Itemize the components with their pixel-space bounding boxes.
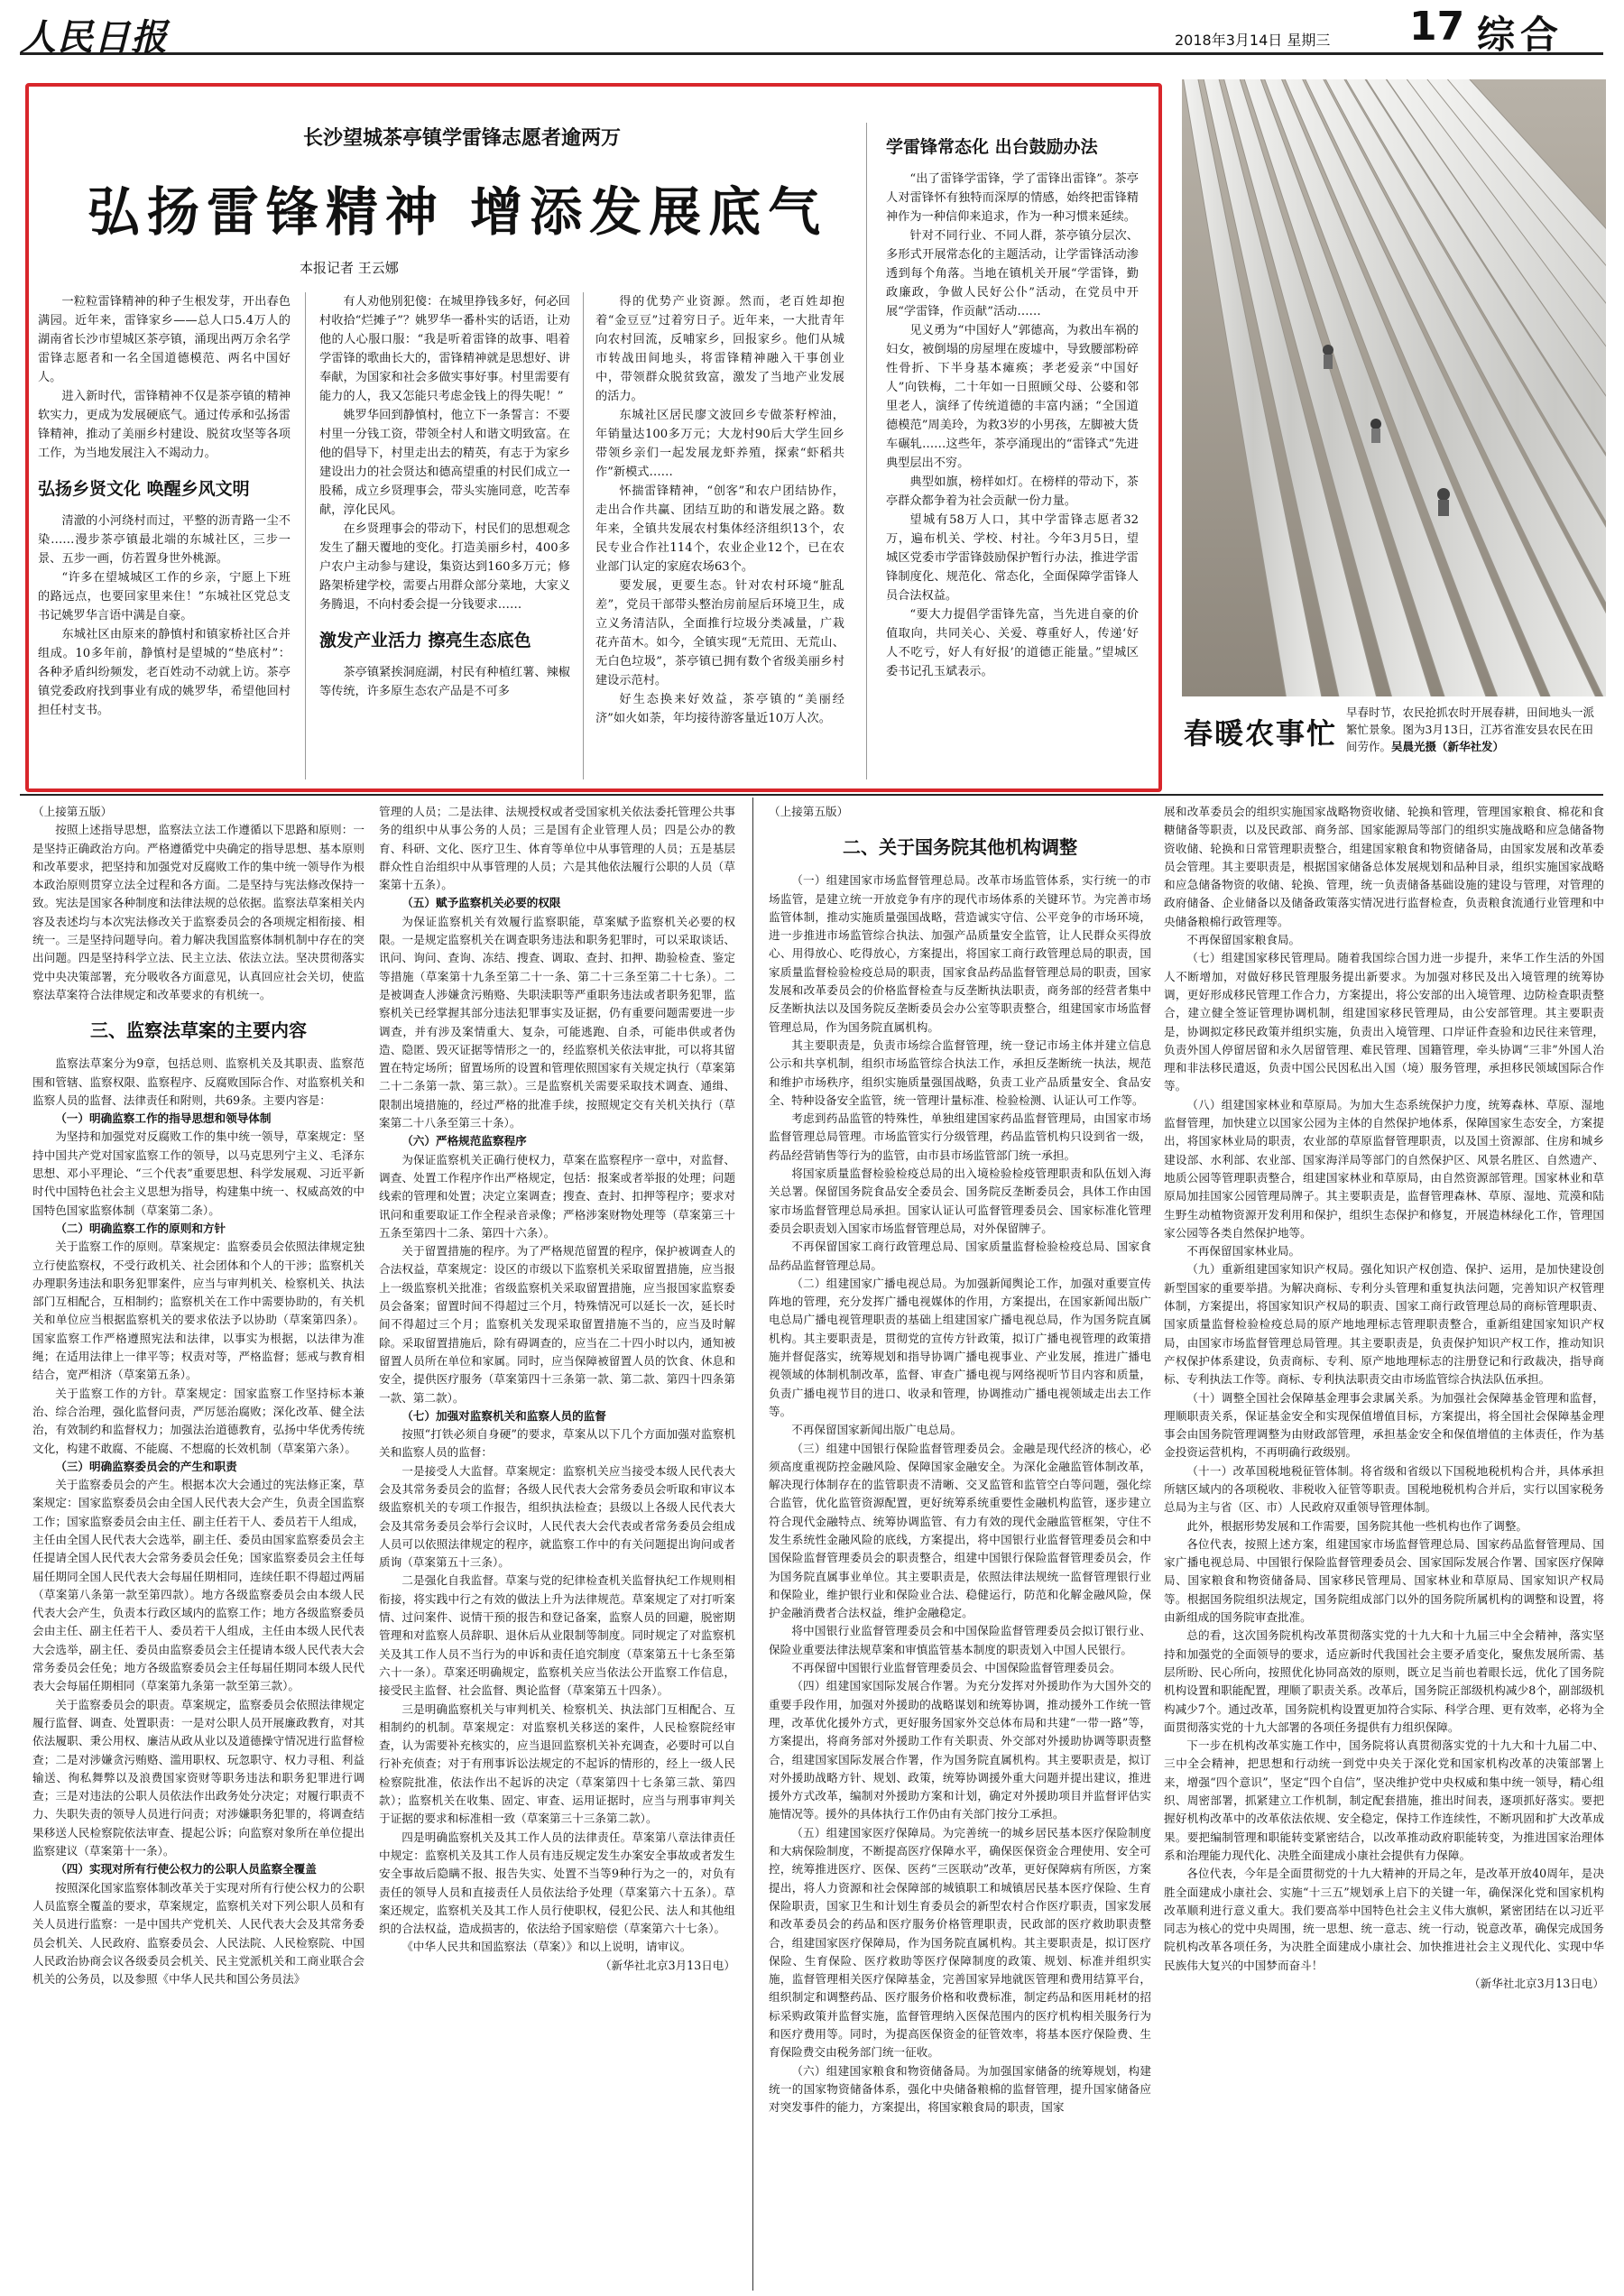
report-column-4 (1164, 803, 1604, 2287)
dateline-credit: （新华社北京3月13日电） (1469, 1977, 1604, 1990)
dateline: 2018年3月14日 星期三 (1175, 32, 1331, 49)
report-paragraph: （三）组建中国银行保险监督管理委员会。金融是现代经济的核心，必须高度重视防控金融风险、保障国家金融安全。为深化金融监管体制改革，解决现行体制存在的监管职责不清晰、交叉监管和监管空白等问题，强化综合监管，优化监管资源配置，更好统筹系统重要性金融机构监管，逐步建立符合现代金融特点、统筹协调监管、有力有效的现代金融监管框架，守住不发生系统性金融风险的底线，方案提出，将中国银行业监督管理委员会和中国保险监督管理委员会的职责整合，组建中国银行保险监督管理委员会，作为国务院直属事业单位。其主要职责是，依照法律法规统一监督管理银行业和保险业，维护银行业和保险业合法、稳健运行，防范和化解金融风险，保护金融消费者合法权益，维护金融稳定。 (769, 1441, 1151, 1620)
report-paragraph: 为保证监察机关有效履行监察职能，草案赋予监察机关必要的权限。一是规定监察机关在调查职务违法和职务犯罪时，可以采取谈话、讯问、询问、查询、冻结、搜查、调取、查封、扣押、勘验检查、鉴定等措施（草案第十九条至第二十一条、第二十三条至第二十七条）。二是被调查人涉嫌贪污贿赂、失职渎职等严重职务违法或者职务犯罪，监察机关已经掌握其部分违法犯罪事实及证据，仍有重要问题需要进一步调查，并有涉及案情重大、复杂，可能逃跑、自杀，可能串供或者伪造、隐匿、毁灭证据等情形之一的，经监察机关依法审批，可以将其留置在特定场所；留置场所的设置和管理依照国家有关规定执行（草案第二十二条第一款、第三款）。三是监察机关需要采取技术调查、通缉、限制出境措施的，经过严格的批准手续，按照规定交有关机关执行（草案第二十八条至第三十条）。 (379, 914, 735, 1130)
report-paragraph: 关于监察工作的方针。草案规定：国家监察工作坚持标本兼治、综合治理，强化监督问责，严厉惩治腐败；深化改革、健全法治，有效制约和监督权力；加强法治道德教育，弘扬中华优秀传统文化，构建不敢腐、不能腐、不想腐的长效机制（草案第六条）。 (32, 1386, 364, 1455)
report-paragraph: 三是明确监察机关与审判机关、检察机关、执法部门互相配合、互相制约的机制。草案规定：对监察机关移送的案件，人民检察院经审查，认为需要补充核实的，应当退回监察机关补充调查，必要时可以自行补充侦查；对于有刑事诉讼法规定的不起诉的情形的，经上一级人民检察院批准，依法作出不起诉的决定（草案第四十七条第三款、第四款）；监察机关在收集、固定、审查、运用证据时，应当与刑事审判关于证据的要求和标准相一致（草案第三十三条第二款）。 (379, 1701, 735, 1826)
report-paragraph: （十一）改革国税地税征管体制。将省级和省级以下国税地税机构合并，具体承担所辖区域内的各项税收、非税收入征管等职责。国税地税机构合并后，实行以国家税务总局为主与省（区、市）人民政府双重领导管理体制。 (1164, 1463, 1604, 1515)
report-paragraph: 不再保留中国银行业监督管理委员会、中国保险监督管理委员会。 (791, 1661, 1121, 1675)
report-paragraph: 不再保留国家林业局。 (1186, 1244, 1301, 1259)
article-subhead: 激发产业活力 擦亮生态底色 (319, 631, 531, 650)
report-paragraph: （七）组建国家移民管理局。随着我国综合国力进一步提升，来华工作生活的外国人不断增加，对做好移民管理服务提出新要求。为加强对移民及出入境管理的统筹协调，更好形成移民管理工作合力，方案提出，将公安部的出入境管理、边防检查职责整合，建立健全签证管理协调机制，组建国家移民管理局，由公安部管理。其主要职责是，协调拟定移民政策并组织实施，负责出入境管理、口岸证件查验和边民往来管理，负责外国人停留居留和永久居留管理、难民管理、国籍管理，牵头协调“三非”外国人治理和非法移民遣返，负责中国公民因私出入国（境）服务管理，承担移民领域国际合作等。 (1164, 951, 1604, 1093)
section-heading: 二、关于国务院其他机构调整 (843, 836, 1077, 859)
article-paragraph: 一粒粒雷锋精神的种子生根发芽，开出春色满园。近年来，雷锋家乡——总人口5.4万人的湖南省长沙市望城区茶亭镇，涌现出两万余名学雷锋志愿者和一名全国道德模范、两名中国好人。 (38, 295, 291, 384)
report-paragraph: 四是明确监察机关及其工作人员的法律责任。草案第八章法律责任中规定：监察机关及其工作人员有违反规定发生办案安全事故或者发生安全事故后隐瞒不报、报告失实、处置不当等9种行为之一的，对负有责任的领导人员和直接责任人员依法给予处理（草案第六十五条）。草案还规定，监察机关及其工作人员行使职权，侵犯公民、法人和其他组织的合法权益，造成损害的，依法给予国家赔偿（草案第六十七条）。 (379, 1830, 735, 1936)
article-headline: 弘扬雷锋精神 增添发展底气 (87, 181, 828, 243)
dateline-credit: （新华社北京3月13日电） (600, 1958, 735, 1972)
article-subhead: 学雷锋常态化 出台鼓励办法 (886, 137, 1098, 157)
report-paragraph: （六）组建国家粮食和物资储备局。为加强国家储备的统筹规划，构建统一的国家物资储备体系，强化中央储备粮棉的监督管理，提升国家储备应对突发事件的能力，方案提出，将国家粮食局的职责，国家 (769, 2063, 1151, 2115)
report-paragraph: （八）组建国家林业和草原局。为加大生态系统保护力度，统筹森林、草原、湿地监督管理，加快建立以国家公园为主体的自然保护地体系，保障国家生态安全，方案提出，将国家林业局的职责，农业部的草原监督管理职责，以及国土资源部、住房和城乡建设部、水利部、农业部、国家海洋局等部门的自然保护区、风景名胜区、自然遗产、地质公园等管理职责整合，组建国家林业和草原局，由自然资源部管理。国家林业和草原局加挂国家公园管理局牌子。其主要职责是，监督管理森林、草原、湿地、荒漠和陆生野生动植物资源开发利用和保护，组织生态保护和修复，开展造林绿化工作，管理国家公园等各类自然保护地等。 (1164, 1097, 1604, 1240)
article-paragraph: 好生态换来好效益，茶亭镇的“美丽经济”如火如荼，年均接待游客量近10万人次。 (595, 693, 844, 725)
article-paragraph: 针对不同行业、不同人群，茶亭镇分层次、多形式开展常态化的主题活动，让学雷锋活动渗透到每个角落。当地在镇机关开展“学雷锋，勤政廉政，争做人民好公仆”活动，在党员中开展“学雷锋，作贡献”活动…… (886, 229, 1139, 318)
subsection-heading: （七）加强对监察机关和监察人员的监督 (401, 1408, 606, 1423)
article-paragraph: 茶亭镇紧挨洞庭湖，村民有种植红薯、辣椒等传统，许多原生态农产品是不可多 (319, 666, 570, 698)
report-column-3 (769, 803, 1151, 2287)
report-paragraph: 下一步在机构改革实施工作中，国务院将认真贯彻落实党的十九大和十九届二中、三中全会精神，把思想和行动统一到党中央关于深化党和国家机构改革的决策部署上来，增强“四个意识”，坚定“四个自信”，坚决维护党中央权威和集中统一领导，精心组织、周密部署，抓紧建立工作机制，制定配套措施，推出时间表，逐项抓好落实。要把握好机构改革中的改革依法依规、安全稳定，保持工作连续性，不断巩固和扩大改革成果。要把编制管理和职能转变紧密结合，以改革推动政府职能转变，为推进国家治理体系和治理能力现代化、决胜全面建成小康社会提供有力保障。 (1164, 1738, 1604, 1862)
section-divider (20, 794, 1603, 796)
report-paragraph: 为坚持和加强党对反腐败工作的集中统一领导，草案规定：坚持中国共产党对国家监察工作的领导，以马克思列宁主义、毛泽东思想、邓小平理论、“三个代表”重要思想、科学发展观、习近平新时代中国特色社会主义思想为指导，构建集中统一、权威高效的中国特色国家监察体制（草案第二条）。 (32, 1130, 364, 1217)
photo-caption-text: 早春时节，农民抢抓农时开展春耕，田间地头一派繁忙景象。图为3月13日，江苏省淮安县农民在田间劳作。 (1346, 705, 1595, 753)
report-paragraph: （四）组建国家国际发展合作署。为充分发挥对外援助作为大国外交的重要手段作用，加强对外援助的战略谋划和统筹协调，推动援外工作统一管理，改革优化援外方式，更好服务国家外交总体布局和共建“一带一路”等，方案提出，将商务部对外援助工作有关职责、外交部对外援助协调等职责整合，组建国家国际发展合作署，作为国务院直属机构。其主要职责是，拟订对外援助战略方针、规划、政策，统筹协调援外重大问题并提出建议，推进援外方式改革，编制对外援助方案和计划，确定对外援助项目并监督评估实施情况等。援外的具体执行工作仍由有关部门按分工承担。 (769, 1679, 1151, 1821)
section-heading: 三、监察法草案的主要内容 (90, 1019, 307, 1042)
article-column-4 (886, 134, 1139, 779)
report-paragraph: 各位代表，按照上述方案，组建国家市场监督管理总局、国家药品监督管理局、国家广播电视总局、中国银行保险监督管理委员会、国家国际发展合作署、国家医疗保障局、国家粮食和物资储备局、国家移民管理局、国家林业和草原局、国家知识产权局等。根据国务院组织法规定，国务院组成部门以外的国务院所属机构的调整和设置，将由新组成的国务院审查批准。 (1164, 1536, 1604, 1625)
report-paragraph: 按照上述指导思想，监察法立法工作遵循以下思路和原则：一是坚持正确政治方向。严格遵循党中央确定的指导思想、基本原则和改革要求，把坚持和加强党对反腐败工作的集中统一领导作为根本政治原则贯穿立法全过程和各方面。二是坚持与宪法修改保持一致。宪法是国家各种制度和法律法规的总依据。监察法草案相关内容及表述均与本次宪法修改关于监察委员会的各项规定相衔接、相统一。三是坚持问题导向。着力解决我国监察体制机制中存在的突出问题。四是坚持科学立法、民主立法、依法立法。坚决贯彻落实党中央决策部署，充分吸收各方面意见，认真回应社会关切，使监察法草案符合法律规定和改革要求的有机统一。 (32, 823, 364, 1001)
report-paragraph: 关于留置措施的程序。为了严格规范留置的程序，保护被调查人的合法权益，草案规定：设区的市级以下监察机关采取留置措施，应当报上一级监察机关批准；省级监察机关采取留置措施，应当报国家监察委员会备案；留置时间不得超过三个月，特殊情况可以延长一次，延长时间不得超过三个月；监察机关发现采取留置措施不当的，应当及时解除。采取留置措施后，除有碍调查的，应当在二十四小时以内，通知被留置人员所在单位和家属。同时，应当保障被留置人员的饮食、休息和安全，提供医疗服务（草案第四十三条第一款、第二款、第四十四条第一款、第二款）。 (379, 1244, 735, 1405)
report-paragraph: 考虑到药品监管的特殊性，单独组建国家药品监督管理局，由国家市场监督管理总局管理。市场监管实行分级管理，药品监管机构只设到省一级，药品经营销售等行为的监管，由市县市场监管部门统一承担。 (769, 1111, 1151, 1162)
subsection-heading: （二）明确监察工作的原则和方针 (55, 1221, 226, 1235)
report-paragraph: 其主要职责是，负责市场综合监督管理，统一登记市场主体并建立信息公示和共享机制，组织市场监管综合执法工作，承担反垄断统一执法，规范和维护市场秩序，组织实施质量强国战略，负责工业产品质量安全、食品安全、特种设备安全监管，统一管理计量标准、检验检测、认证认可工作等。 (769, 1037, 1151, 1107)
report-paragraph: 关于监察委员会的职责。草案规定，监察委员会依照法律规定履行监督、调查、处置职责：一是对公职人员开展廉政教育，对其依法履职、秉公用权、廉洁从政从业以及道德操守情况进行监督检查；二是对涉嫌贪污贿赂、滥用职权、玩忽职守、权力寻租、利益输送、徇私舞弊以及浪费国家资财等职务违法和职务犯罪进行调查；三是对违法的公职人员依法作出政务处分决定；对履行职责不力、失职失责的领导人员进行问责；对涉嫌职务犯罪的，将调查结果移送人民检察院依法审查、提起公诉；向监察对象所在单位提出监察建议（草案第十一条）。 (32, 1697, 364, 1858)
article-column-1 (38, 292, 291, 779)
article-paragraph: 典型如旗，榜样如灯。在榜样的带动下，茶亭群众都争着为社会贡献一份力量。 (886, 475, 1139, 508)
continuation-note: （上接第五版） (32, 805, 113, 818)
continuation-note: （上接第五版） (769, 805, 849, 818)
subsection-heading: （六）严格规范监察程序 (401, 1134, 527, 1148)
report-paragraph: 总的看，这次国务院机构改革贯彻落实党的十九大和十九届三中全会精神，落实坚持和加强党的全面领导的要求，适应新时代我国社会主要矛盾变化，聚焦发展所需、基层所盼、民心所向，按照优化协同高效的原则，既立足当前也着眼长远，优化了国务院机构设置和职能配置，理顺了职责关系。改革后，国务院正部级机构减少8个，副部级机构减少7个。通过改革，国务院机构设置更加符合实际、科学合理、更有效率，必将为全面贯彻落实党的十九大部署的各项任务提供有力组织保障。 (1164, 1628, 1604, 1734)
article-paragraph: 怀揣雷锋精神，“创客”和农户团结协作，走出合作共赢、团结互助的和谐发展之路。数年来，全镇共发展农村集体经济组织13个，农民专业合作社114个，农业企业12个，已在农业部门认定的家庭农场63个。 (595, 484, 844, 574)
report-paragraph: 各位代表，今年是全面贯彻党的十九大精神的开局之年，是改革开放40周年，是决胜全面建成小康社会、实施“十三五”规划承上启下的关键一年，确保深化党和国家机构改革顺利进行意义重大。我们要高举中国特色社会主义伟大旗帜，紧密团结在以习近平同志为核心的党中央周围，统一思想、统一意志、统一行动，锐意改革，确保完成国务院机构改革各项任务，为决胜全面建成小康社会、加快推进社会主义现代化、实现中华民族伟大复兴的中国梦而奋斗！ (1164, 1867, 1604, 1972)
report-column-2 (379, 803, 735, 2287)
article-paragraph: 在乡贤理事会的带动下，村民们的思想观念发生了翻天覆地的变化。打造美丽乡村，400多户农户主动参与建设，集资达到160多万元；修路架桥建学校，需要占用群众部分菜地，大家义务腾退，不向村委会提一分钱要求…… (319, 522, 570, 612)
article-column-3 (595, 292, 844, 779)
report-paragraph: 此外，根据形势发展和工作需要，国务院其他一些机构也作了调整。 (1186, 1518, 1527, 1533)
column-divider (866, 123, 867, 779)
newspaper-logo: 人民日报 (20, 16, 168, 59)
report-paragraph: 关于监察工作的原则。草案规定：监察委员会依照法律规定独立行使监察权，不受行政机关、社会团体和个人的干涉；监察机关办理职务违法和职务犯罪案件，应当与审判机关、检察机关、执法部门互相配合，互相制约；监察机关在工作中需要协助的，有关机关和单位应当根据监察机关的要求依法予以协助（草案第四条）。国家监察工作严格遵照宪法和法律，以事实为根据，以法律为准绳；在适用法律上一律平等；权责对等，严格监督；惩戒与教育相结合，宽严相济（草案第五条）。 (32, 1240, 364, 1382)
report-paragraph: 关于监察委员会的产生。根据本次大会通过的宪法修正案，草案规定：国家监察委员会由全国人民代表大会产生，负责全国监察工作；国家监察委员会由主任、副主任若干人、委员若干人组成，主任由全国人民代表大会选举，副主任、委员由国家监察委员会主任提请全国人民代表大会常务委员会任免；国家监察委员会主任每届任期同全国人民代表大会每届任期相同，连续任职不得超过两届（草案第八条第一款至第四款）。地方各级监察委员会由本级人民代表大会产生，负责本行政区域内的监察工作；地方各级监察委员会由主任、副主任若干人、委员若干人组成，主任由本级人民代表大会选举，副主任、委员由监察委员会主任提请本级人民代表大会常务委员会任免；地方各级监察委员会主任每届任期同本级人民代表大会每届任期相同（草案第九条第一款至第三款）。 (32, 1478, 364, 1693)
report-paragraph: 二是强化自我监督。草案与党的纪律检查机关监督执纪工作规则相衔接，将实践中行之有效的做法上升为法律规范。草案规定了对打听案情、过问案件、说情干预的报告和登记备案，监察人员的回避，脱密期管理和对监察人员辞职、退休后从业限制等制度。同时规定了对监察机关及其工作人员不当行为的申诉和责任追究制度（草案第五十七条至第六十一条）。草案还明确规定，监察机关应当依法公开监察工作信息，接受民主监督、社会监督、舆论监督（草案第五十四条）。 (379, 1573, 735, 1698)
report-paragraph: 为保证监察机关正确行使权力，草案在监察程序一章中，对监督、调查、处置工作程序作出严格规定，包括：报案或者举报的处理；问题线索的管理和处置；决定立案调查；搜查、查封、扣押等程序；要求对讯问和重要取证工作全程录音录像；严格涉案财物处理等（草案第三十五条至第四十二条、第四十六条）。 (379, 1152, 735, 1240)
article-paragraph: “要大力提倡学雷锋先富，当先进自豪的价值取向，共同关心、关爱、尊重好人，传递‘好人不吃亏，好人有好报’的道德正能量。”望城区委书记孔玉斌表示。 (886, 608, 1139, 678)
report-paragraph: 将国家质量监督检验检疫总局的出入境检验检疫管理职责和队伍划入海关总署。保留国务院食品安全委员会、国务院反垄断委员会，具体工作由国家市场监督管理总局承担。国家认证认可监督管理委员会、国家标准化管理委员会职责划入国家市场监督管理总局，对外保留牌子。 (769, 1166, 1151, 1235)
article-kicker: 长沙望城茶亭镇学雷锋志愿者逾两万 (302, 127, 621, 150)
subsection-heading: （三）明确监察委员会的产生和职责 (55, 1459, 237, 1473)
report-paragraph: 按照深化国家监察体制改革关于实现对所有行使公权力的公职人员监察全覆盖的要求，草案规定，监察机关对下列公职人员和有关人员进行监察：一是中国共产党机关、人民代表大会及其常务委员会机关、人民政府、监察委员会、人民法院、人民检察院、中国人民政治协商会议各级委员会机关、民主党派机关和工商业联合会机关的公务员，以及参照《中华人民共和国公务员法》 (32, 1880, 364, 1987)
article-paragraph: 姚罗华回到静慎村，他立下一条誓言：不要村里一分钱工资，带领全村人和谐文明致富。在他的倡导下，村里走出去的精英，有志于为家乡建设出力的社会贤达和德高望重的村民们成立一股稀，成立乡贤理事会，带头实施同意，吃苦奉献，淳化民风。 (319, 409, 570, 517)
report-paragraph: 《中华人民共和国监察法（草案）》和以上说明，请审议。 (401, 1940, 692, 1954)
article-paragraph: 有人劝他别犯傻：在城里挣钱多好，何必回村收拾“烂摊子”？姚罗华一番朴实的话语，让劝他的人心服口服：“我是听着雷锋的故事、唱着学雷锋的歌曲长大的，雷锋精神就是思想好、讲奉献，为国家和社会多做实事好事。村里需要有能力的人，我又怎能只考虑金钱上的得失呢！” (319, 295, 570, 403)
photo-caption-title: 春暖农事忙 (1184, 716, 1338, 751)
photo-graphic (1182, 79, 1606, 696)
article-paragraph: 进入新时代，雷锋精神不仅是茶亭镇的精神软实力，更成为发展硬底气。通过传承和弘扬雷锋精神，推动了美丽乡村建设、脱贫攻坚等各项工作，为当地发展注入不竭动力。 (38, 390, 291, 460)
article-subhead: 弘扬乡贤文化 唤醒乡风文明 (38, 479, 250, 499)
article-column-2 (319, 292, 570, 779)
farm-greenhouse-photo (1182, 79, 1606, 696)
article-paragraph: 见义勇为“中国好人”郭德高，为救出车祸的妇女，被倒塌的房屋埋在废墟中，导致腰部粉碎性骨折、下半身基本瘫痪；孝老爱亲“中国好人”向铁梅，二十年如一日照顾父母、公婆和邻里老人，演绎了传统道德的丰富内涵；“全国道德模范”周美玲，为救3岁的小男孩，左脚被大货车碾轧……这些年，茶亭涌现出的“雷锋式”先进典型层出不穷。 (886, 324, 1139, 470)
photo-credit: 吴晨光摄（新华社发） (1391, 740, 1505, 753)
report-paragraph: 不再保留国家工商行政管理总局、国家质量监督检验检疫总局、国家食品药品监督管理总局。 (769, 1240, 1151, 1272)
subsection-heading: （五）赋予监察机关必要的权限 (401, 896, 561, 910)
article-paragraph: 东城社区居民廖文波回乡专做茶籽榨油，年销量达100多万元；大龙村90后大学生回乡带领乡亲们一起发展龙虾养殖，探索“虾稻共作”新模式…… (595, 409, 844, 479)
masthead (20, 4, 1603, 59)
column-divider (305, 292, 306, 779)
subsection-heading: （四）实现对所有行使公权力的公职人员监察全覆盖 (55, 1862, 317, 1876)
column-divider (583, 292, 584, 779)
report-paragraph: （五）组建国家医疗保障局。为完善统一的城乡居民基本医疗保险制度和大病保险制度，不断提高医疗保障水平，确保医保资金合理使用、安全可控，统筹推进医疗、医保、医药“三医联动”改革，更好保障病有所医，方案提出，将人力资源和社会保障部的城镇职工和城镇居民基本医疗保险、生育保险职责，国家卫生和计划生育委员会的新型农村合作医疗职责，国家发展和改革委员会的药品和医疗服务价格管理职责，民政部的医疗救助职责整合，组建国家医疗保障局，作为国务院直属机构。其主要职责是，拟订医疗保险、生育保险、医疗救助等医疗保障制度的政策、规划、标准并组织实施，监督管理相关医疗保障基金，完善国家异地就医管理和费用结算平台，组织制定和调整药品、医疗服务价格和收费标准，制定药品和医用耗材的招标采购政策并监督实施，监督管理纳入医保范围内的医疗机构相关服务行为和医疗费用等。同时，为提高医保资金的征管效率，将基本医疗保险费、生育保险费交由税务部门统一征收。 (769, 1825, 1151, 2060)
continuation-note: 展和改革委员会的组织实施国家战略物资收储、轮换和管理，管理国家粮食、棉花和食糖储备等职责，以及民政部、商务部、国家能源局等部门的组织实施战略和应急储备物资收储、轮换和日常管理职责整合，组建国家粮食和物资储备局，由国家发展和改革委员会管理。其主要职责是，根据国家储备总体发展规划和品种目录，组织实施国家战略和应急储备物资的收储、轮换、管理，统一负责储备基础设施的建设与管理，对管理的政府储备、企业储备以及储备政策落实情况进行监督检查，负责粮食流通行业管理和中央储备粮棉行政管理等。 (1164, 805, 1604, 928)
photo-caption (1346, 704, 1603, 755)
report-paragraph: 一是接受人大监督。草案规定：监察机关应当接受本级人民代表大会及其常务委员会的监督；各级人民代表大会常务委员会听取和审议本级监察机关的专项工作报告，组织执法检查；县级以上各级人民代表大会及其常务委员会举行会议时，人民代表大会代表或者常务委员会组成人员可以依照法律规定的程序，就监察工作中的有关问题提出询问或者质询（草案第五十三条）。 (379, 1463, 735, 1570)
article-paragraph: “出了雷锋学雷锋，学了雷锋出雷锋”。茶亭人对雷锋怀有独特而深厚的情感，始终把雷锋精神作为一种信仰来追求，作为一种习惯来延续。 (886, 172, 1139, 224)
article-paragraph: 得的优势产业资源。然而，老百姓却抱着“金豆豆”过着穷日子。近年来，一大批青年向农村回流，反哺家乡，回报家乡。他们从城市转战田间地头，将雷锋精神融入干事创业中，带领群众脱贫致富，激发了当地产业发展的活力。 (595, 295, 844, 403)
report-paragraph: 按照“打铁必须自身硬”的要求，草案从以下几个方面加强对监察机关和监察人员的监督： (379, 1427, 735, 1460)
subsection-heading: （一）明确监察工作的指导思想和领导体制 (55, 1111, 272, 1126)
page-section: 综合 (1477, 13, 1564, 57)
article-paragraph: 要发展，更要生态。针对农村环境“脏乱差”，党员干部带头整治房前屋后环境卫生，成立义务清洁队，全面推行垃圾分类减量，广栽花卉苗木。如今，全镇实现“无荒田、无荒山、无白色垃圾”，茶亭镇已拥有数个省级美丽乡村建设示范村。 (595, 579, 844, 687)
report-paragraph: （十）调整全国社会保障基金理事会隶属关系。为加强社会保障基金管理和监督，理顺职责关系，保证基金安全和实现保值增值目标，方案提出，将全国社会保障基金理事会由国务院管理调整为由财政部管理，承担基金安全和保值增值的主体责任，作为基金投资运营机构，不再明确行政级别。 (1164, 1390, 1604, 1460)
article-byline: 本报记者 王云娜 (300, 260, 399, 276)
article-paragraph: 清澈的小河绕村而过，平整的沥青路一尘不染……漫步茶亭镇最北端的东城社区，三步一景、五步一画，仿若置身世外桃源。 (38, 514, 291, 566)
article-divider (752, 798, 753, 2291)
article-paragraph: “许多在望城城区工作的乡亲，宁愿上下班的路远点，也要回家里来住！”东城社区党总支书记姚罗华言语中满是自豪。 (38, 571, 291, 622)
article-paragraph: 望城有58万人口，其中学雷锋志愿者32万，遍布机关、学校、村社。今年3月5日，望城区党委市学雷锋鼓励保护暂行办法，推进学雷锋制度化、规范化、常态化，全面保障学雷锋人员合法权益。 (886, 513, 1139, 603)
feature-article-box (25, 83, 1162, 792)
page-number: 17 (1409, 4, 1465, 50)
report-column-1 (32, 803, 364, 2287)
report-paragraph: （一）组建国家市场监督管理总局。改革市场监管体系，实行统一的市场监管，是建立统一开放竞争有序的现代市场体系的关键环节。为完善市场监管体制，推动实施质量强国战略，营造诚实守信、公平竞争的市场环境，进一步推进市场监管综合执法、加强产品质量安全监管，让人民群众买得放心、用得放心、吃得放心，方案提出，将国家工商行政管理总局的职责，国家质量监督检验检疫总局的职责，国家食品药品监督管理总局的职责，国家发展和改革委员会的价格监督检查与反垄断执法职责，商务部的经营者集中反垄断执法以及国务院反垄断委员会办公室等职责整合，组建国家市场监督管理总局，作为国务院直属机构。 (769, 873, 1151, 1034)
report-paragraph: 监察法草案分为9章，包括总则、监察机关及其职责、监察范围和管辖、监察权限、监察程序、反腐败国际合作、对监察机关和监察人员的监督、法律责任和附则，共69条。主要内容是： (32, 1056, 364, 1107)
report-paragraph: 不再保留国家新闻出版广电总局。 (791, 1423, 963, 1437)
report-paragraph: （九）重新组建国家知识产权局。强化知识产权创造、保护、运用，是加快建设创新型国家的重要举措。为解决商标、专利分头管理和重复执法问题，完善知识产权管理体制，方案提出，将国家知识产权局的职责、国家工商行政管理总局的商标管理职责、国家质量监督检验检疫总局的原产地地理标志管理职责整合，重新组建国家知识产权局，由国家市场监督管理总局管理。其主要职责是，负责保护知识产权工作，推动知识产权保护体系建设，负责商标、专利、原产地地理标志的注册登记和行政裁决，指导商标、专利执法工作等。商标、专利执法职责交由市场监管综合执法队伍承担。 (1164, 1262, 1604, 1387)
continuation-note: 管理的人员；二是法律、法规授权或者受国家机关依法委托管理公共事务的组织中从事公务的人员；三是国有企业管理人员；四是公办的教育、科研、文化、医疗卫生、体育等单位中从事管理的人员；五是基层群众性自治组织中从事管理的人员；六是其他依法履行公职的人员（草案第十五条）。 (379, 805, 735, 892)
report-paragraph: 将中国银行业监督管理委员会和中国保险监督管理委员会拟订银行业、保险业重要法律法规草案和审慎监管基本制度的职责划入中国人民银行。 (769, 1624, 1151, 1656)
report-paragraph: 不再保留国家粮食局。 (1186, 933, 1301, 947)
report-paragraph: （二）组建国家广播电视总局。为加强新闻舆论工作，加强对重要宣传阵地的管理，充分发挥广播电视媒体的作用，方案提出，在国家新闻出版广电总局广播电视管理职责的基础上组建国家广播电视总局，作为国务院直属机构。其主要职责是，贯彻党的宣传方针政策，拟订广播电视管理的政策措施并督促落实，统筹规划和指导协调广播电视事业、产业发展，推进广播电视领域的体制机制改革，监督、审查广播电视与网络视听节目内容和质量，负责广播电视节目的进口、收录和管理，协调推动广播电视领域走出去工作等。 (769, 1276, 1151, 1418)
article-paragraph: 东城社区由原来的静慎村和镇家桥社区合并组成。10多年前，静慎村是望城的“垫底村”：各种矛盾纠纷频发，老百姓动不动就上访。茶亭镇党委政府找到事业有成的姚罗华，希望他回村担任村支书。 (38, 628, 291, 717)
